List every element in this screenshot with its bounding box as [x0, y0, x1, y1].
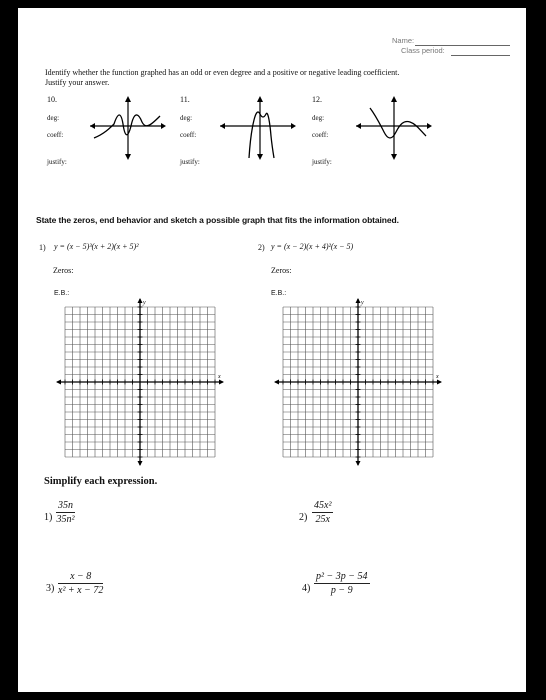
- graph-11-x-arrow-left: [220, 123, 225, 129]
- simplify-4-numerator: p² − 3p − 54: [316, 571, 368, 582]
- graph-12-x-arrow-right: [427, 123, 432, 129]
- graph-11-x-arrow-right: [291, 123, 296, 129]
- section2-problem1-equation: y = (x − 5)³(x + 2)(x + 5)²: [54, 242, 139, 251]
- y-axis-label: y: [361, 300, 364, 306]
- y-axis-arrow-down: [138, 461, 143, 466]
- coordinate-grid-2: [271, 295, 447, 471]
- graph-10-x-arrow-right: [161, 123, 166, 129]
- problem-11-coeff: coeff:: [180, 131, 197, 139]
- simplify-4-denominator: p − 9: [330, 585, 353, 596]
- problem-11-justify: justify:: [180, 158, 200, 166]
- problem-12-coeff: coeff:: [312, 131, 329, 139]
- graph-11-y-arrow-down: [257, 154, 263, 160]
- x-axis-label: x: [218, 374, 221, 380]
- simplify-2-numerator: 45x²: [314, 500, 332, 511]
- section2-problem1-number: 1): [39, 243, 46, 252]
- y-axis-arrow-up: [356, 298, 361, 303]
- coordinate-grid-1: [53, 295, 229, 471]
- x-axis-label: x: [436, 374, 439, 380]
- graph-10-y-arrow-down: [125, 154, 131, 160]
- problem-10-deg: deg:: [47, 114, 60, 122]
- section2-problem1-zeros: Zeros:: [53, 266, 74, 275]
- y-axis-arrow-up: [138, 298, 143, 303]
- problem-12-justify: justify:: [312, 158, 332, 166]
- problem-12-number: 12.: [312, 95, 322, 104]
- graph-11-curve: [249, 112, 274, 158]
- problem-10-justify: justify:: [47, 158, 67, 166]
- simplify-1-numerator: 35n: [58, 500, 73, 511]
- problem-10-number: 10.: [47, 95, 57, 104]
- section2-problem1-eb: E.B.:: [54, 290, 70, 297]
- simplify-3-fraction: [58, 571, 103, 596]
- simplify-3-numerator: x − 8: [58, 571, 103, 584]
- graph-10-x-arrow-left: [90, 123, 95, 129]
- x-axis-arrow-right: [437, 380, 442, 385]
- simplify-3-number: 3): [46, 583, 55, 594]
- problem-10-coeff: coeff:: [47, 131, 64, 139]
- graph-10: [88, 94, 168, 164]
- graph-12-x-arrow-left: [356, 123, 361, 129]
- problem-12-deg: deg:: [312, 114, 325, 122]
- name-label: Name:: [392, 36, 415, 45]
- simplify-2-fraction: [312, 500, 333, 525]
- simplify-2-denominator: 25x: [315, 514, 330, 525]
- graph-12-y-arrow-down: [391, 154, 397, 160]
- section1-instructions: [45, 68, 505, 88]
- simplify-4-fraction: [314, 571, 370, 596]
- x-axis-arrow-left: [274, 380, 279, 385]
- section2-problem2-number: 2): [258, 243, 265, 252]
- simplify-4-number: 4): [302, 583, 311, 594]
- graph-10-y-arrow-up: [125, 96, 131, 102]
- graph-12-y-arrow-up: [391, 96, 397, 102]
- x-axis-arrow-left: [56, 380, 61, 385]
- worksheet-page: [18, 8, 526, 692]
- simplify-1-number: 1): [44, 512, 53, 523]
- problem-11-deg: deg:: [180, 114, 193, 122]
- section2-problem2-eb: E.B.:: [271, 290, 287, 297]
- problem-11-number: 11.: [180, 95, 190, 104]
- section2-heading: State the zeros, end behavior and sketch a possible graph that fits the information obtained.: [36, 215, 399, 225]
- simplify-3-denominator: x² + x − 72: [58, 585, 104, 596]
- simplify-2-number: 2): [299, 512, 308, 523]
- section2-problem2-zeros: Zeros:: [271, 266, 292, 275]
- x-axis-arrow-right: [219, 380, 224, 385]
- class-period-line: [451, 55, 510, 56]
- simplify-1-denominator: 35n²: [56, 514, 75, 525]
- graph-12: [354, 94, 434, 164]
- y-axis-arrow-down: [356, 461, 361, 466]
- graph-12-curve: [370, 108, 426, 138]
- graph-11: [218, 94, 298, 164]
- instructions-line2: Justify your answer.: [45, 78, 110, 87]
- section3-heading: Simplify each expression.: [44, 476, 158, 487]
- instructions-line1: Identify whether the function graphed has an odd or even degree and a positive or negative leading coefficient.: [45, 68, 400, 77]
- section2-problem2-equation: y = (x − 2)(x + 4)²(x − 5): [271, 242, 354, 251]
- y-axis-label: y: [143, 300, 146, 306]
- simplify-1-fraction: [56, 500, 75, 525]
- class-period-label: Class period:: [401, 46, 445, 55]
- graph-11-y-arrow-up: [257, 96, 263, 102]
